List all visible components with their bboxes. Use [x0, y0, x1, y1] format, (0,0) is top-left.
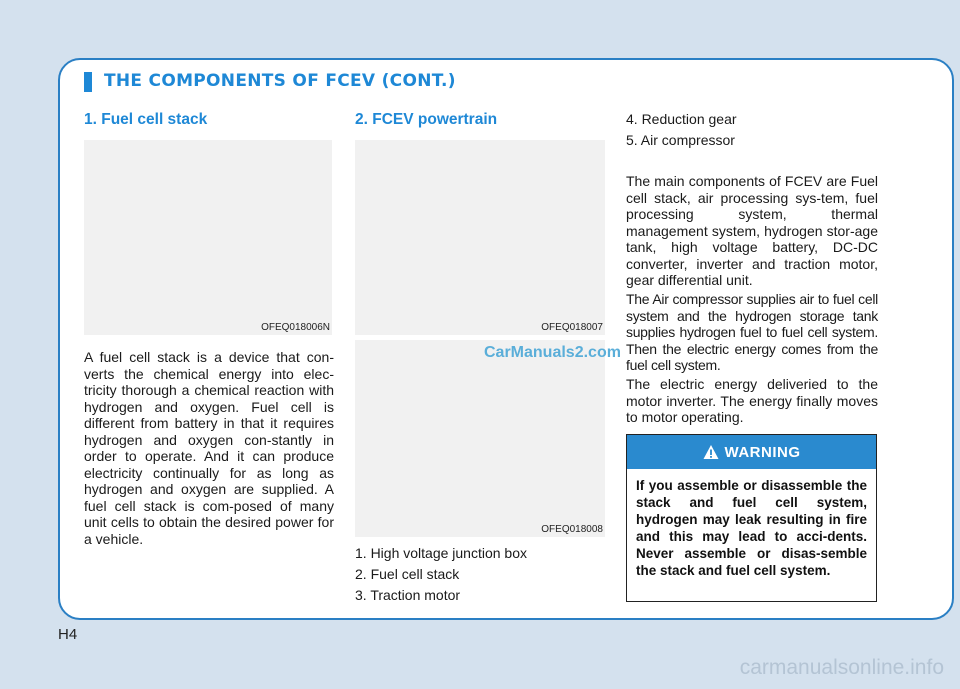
electric-energy-paragraph: The electric energy deliveried to the motor inverter. The energy finally moves to motor operating. — [626, 376, 878, 425]
header-accent-bar — [84, 72, 92, 92]
fuel-cell-stack-description: A fuel cell stack is a device that con-verts the chemical energy into elec-tricity thorough a chemical reaction with hydrogen and oxygen. Fuel cell is different from battery in that it requires hydrogen and oxygen con-stantly in order to operate. And it can produce electricity continually for as long as hydrogen and oxygen are supplied. A fuel cell stack is com-posed of many unit cells to obtain the desired power for a vehicle. — [84, 349, 334, 547]
image-code: OFEQ018006N — [261, 322, 330, 333]
list-item: 4. Reduction gear — [626, 111, 737, 127]
powertrain-image-1 — [355, 140, 605, 335]
page-title: THE COMPONENTS OF FCEV (CONT.) — [104, 71, 456, 91]
list-item: 5. Air compressor — [626, 132, 735, 148]
image-code: OFEQ018008 — [541, 524, 603, 535]
warning-header — [627, 435, 876, 469]
list-item: 2. Fuel cell stack — [355, 566, 460, 582]
page-number: H4 — [58, 626, 78, 643]
powertrain-image-2 — [355, 340, 605, 537]
warning-box — [626, 434, 877, 602]
list-item: 3. Traction motor — [355, 587, 461, 603]
components-paragraph: The main components of FCEV are Fuel cell stack, air processing sys-tem, fuel processing system, thermal management system, hydrogen stor-age tank, high voltage battery, DC-DC converter, inverter and traction motor, gear differential unit. — [626, 173, 878, 288]
section-heading-fuel-cell-stack: 1. Fuel cell stack — [84, 111, 208, 128]
list-item: 1. High voltage junction box — [355, 545, 527, 561]
warning-label: WARNING — [724, 443, 801, 461]
fuel-cell-stack-image — [84, 140, 332, 335]
section-heading-powertrain: 2. FCEV powertrain — [355, 111, 498, 128]
warning-text: If you assemble or disassemble the stack and fuel cell system, hydrogen may leak resulting in fire and this may lead to acci-dents. Never assemble or disas-semble the stack and fuel cell system. — [636, 478, 867, 578]
watermark-text: CarManuals2.com — [484, 344, 621, 361]
footer-watermark: carmanualsonline.info — [739, 656, 944, 679]
air-compressor-paragraph: The Air compressor supplies air to fuel cell system and the hydrogen storage tank supplies hydrogen fuel to fuel cell system. Then the electric energy comes from the fuel cell system. — [626, 291, 878, 373]
image-code: OFEQ018007 — [541, 322, 603, 333]
warning-triangle-icon — [703, 444, 719, 460]
